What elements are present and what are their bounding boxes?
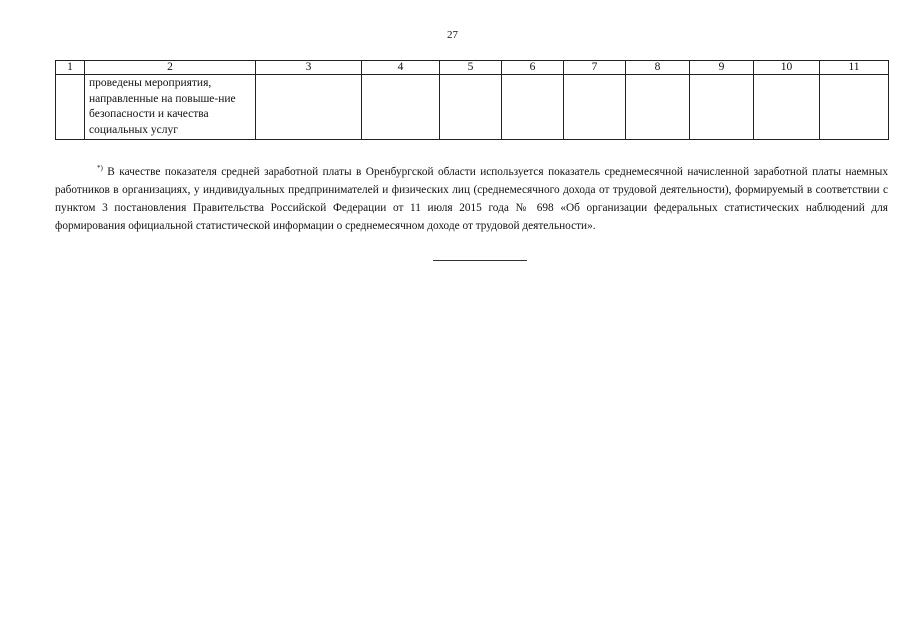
column-header: 11 (820, 61, 889, 75)
table-cell (362, 75, 440, 140)
table-cell (502, 75, 564, 140)
column-header: 9 (690, 61, 754, 75)
footnote-text: В качестве показателя средней заработной платы в Оренбургской области используется показатель среднемесячной начисленной заработной платы наемных работников в организациях, у индивидуальных предпринимателей и физических лиц (среднемесячного дохода от трудовой деятельности), формируемый в соответствии с пунктом 3 постановления Правительства Российской Федерации от 11 июля 2015 года № 698 «Об организации федеральных статистических наблюдений для формирования официальной статистической информации о среднемесячном доходе от трудовой деятельности». (55, 166, 888, 232)
indicators-table (55, 60, 889, 140)
table-cell (690, 75, 754, 140)
footnote (55, 159, 888, 235)
column-header: 1 (56, 61, 85, 75)
column-header: 3 (256, 61, 362, 75)
table-cell (820, 75, 889, 140)
table-cell (564, 75, 626, 140)
table-header-row (56, 61, 889, 75)
table-cell (56, 75, 85, 140)
table-cell (85, 75, 256, 140)
footnote-marker: *) (97, 164, 103, 172)
column-header: 10 (754, 61, 820, 75)
table-cell (754, 75, 820, 140)
column-header: 7 (564, 61, 626, 75)
table-row (56, 75, 889, 140)
table-cell (626, 75, 690, 140)
page-number: 27 (447, 29, 458, 41)
column-header: 8 (626, 61, 690, 75)
column-header: 2 (85, 61, 256, 75)
separator-line (433, 260, 527, 261)
column-header: 5 (440, 61, 502, 75)
table-cell (256, 75, 362, 140)
indicator-text: проведены мероприятия, направленные на повыше-ние безопасности и качества социальных услуг (89, 77, 236, 136)
column-header: 6 (502, 61, 564, 75)
table-cell (440, 75, 502, 140)
column-header: 4 (362, 61, 440, 75)
